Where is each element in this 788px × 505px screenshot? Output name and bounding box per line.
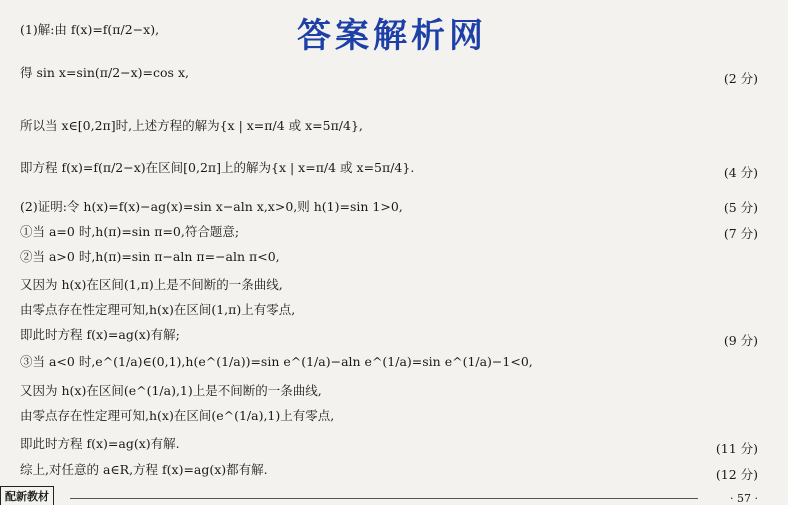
solution-line: 由零点存在性定理可知,h(x)在区间(1,π)上有零点, bbox=[20, 302, 296, 317]
solution-line: 由零点存在性定理可知,h(x)在区间(e^(1/a),1)上有零点, bbox=[20, 408, 335, 423]
solution-line: 又因为 h(x)在区间(1,π)上是不间断的一条曲线, bbox=[20, 277, 283, 292]
solution-line: 得 sin x=sin(π/2−x)=cos x, bbox=[20, 65, 189, 80]
solution-line: (1)解:由 f(x)=f(π/2−x), bbox=[20, 22, 160, 37]
solution-line: 所以当 x∈[0,2π]时,上述方程的解为{x | x=π/4 或 x=5π/4}, bbox=[20, 118, 363, 133]
solution-line: ②当 a>0 时,h(π)=sin π−aln π=−aln π<0, bbox=[20, 249, 280, 264]
footer-rule bbox=[70, 498, 698, 499]
solution-line: 即方程 f(x)=f(π/2−x)在区间[0,2π]上的解为{x | x=π/4 或 x=5π/4}. bbox=[20, 160, 415, 175]
score-label: (11 分) bbox=[715, 441, 758, 456]
score-label: (7 分) bbox=[723, 226, 758, 241]
footer-label: 配新教材 bbox=[0, 486, 54, 505]
solution-line: ①当 a=0 时,h(π)=sin π=0,符合题意; bbox=[20, 224, 240, 239]
page-number: · 57 · bbox=[730, 492, 758, 505]
solution-line: 即此时方程 f(x)=ag(x)有解. bbox=[20, 436, 180, 451]
score-label: (5 分) bbox=[723, 200, 758, 215]
score-label: (2 分) bbox=[723, 71, 758, 86]
watermark: 答案解析网 bbox=[297, 16, 487, 56]
solution-line: 综上,对任意的 a∈R,方程 f(x)=ag(x)都有解. bbox=[20, 462, 268, 477]
solution-line: ③当 a<0 时,e^(1/a)∈(0,1),h(e^(1/a))=sin e^(1/a)−aln e^(1/a)=sin e^(1/a)−1<0, bbox=[20, 354, 533, 369]
score-label: (4 分) bbox=[723, 165, 758, 180]
solution-line: 即此时方程 f(x)=ag(x)有解; bbox=[20, 327, 180, 342]
solution-line: 又因为 h(x)在区间(e^(1/a),1)上是不间断的一条曲线, bbox=[20, 383, 322, 398]
score-label: (12 分) bbox=[715, 467, 758, 482]
solution-line: (2)证明:令 h(x)=f(x)−ag(x)=sin x−aln x,x>0,则 h(1)=sin 1>0, bbox=[20, 199, 403, 214]
score-label: (9 分) bbox=[723, 333, 758, 348]
